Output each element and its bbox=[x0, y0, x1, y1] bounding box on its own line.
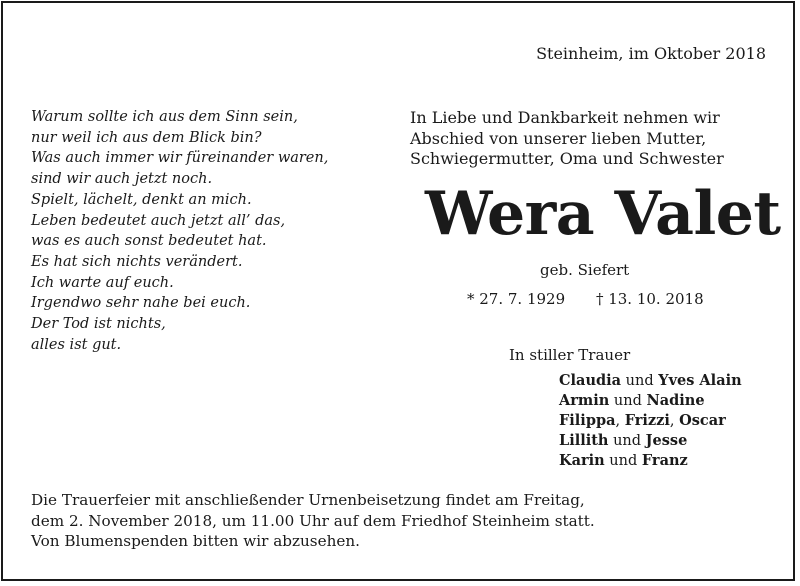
mourner-separator: und bbox=[621, 373, 659, 389]
birth-name: geb. Siefert bbox=[540, 261, 630, 279]
poem-line: Leben bedeutet auch jetzt all’ das, bbox=[31, 212, 286, 229]
funeral-announcement bbox=[31, 490, 595, 552]
mourner-row bbox=[559, 391, 742, 411]
mourner-name: Karin bbox=[559, 452, 605, 469]
mourner-name: Filippa bbox=[559, 412, 616, 429]
poem-line: Spielt, lächelt, denkt an mich. bbox=[31, 191, 252, 208]
mourner-name: Armin bbox=[559, 392, 610, 409]
intro-line: Abschied von unserer lieben Mutter, bbox=[410, 128, 707, 148]
poem-line: Irgendwo sehr nahe bei euch. bbox=[31, 295, 251, 312]
poem-line: alles ist gut. bbox=[31, 336, 122, 353]
poem bbox=[31, 107, 328, 355]
place-date: Steinheim, im Oktober 2018 bbox=[536, 44, 766, 63]
mourner-separator: und bbox=[608, 433, 646, 449]
poem-line: Ich warte auf euch. bbox=[31, 274, 174, 291]
announcement-line: dem 2. November 2018, um 11.00 Uhr auf dem Friedhof Steinheim statt. bbox=[31, 511, 595, 530]
mourners-list bbox=[559, 371, 742, 471]
poem-line: Was auch immer wir füreinander waren, bbox=[31, 150, 329, 167]
mourner-row bbox=[559, 451, 742, 471]
announcement-line: Von Blumenspenden bitten wir abzusehen. bbox=[31, 532, 360, 550]
poem-line: nur weil ich aus dem Blick bin? bbox=[31, 129, 262, 146]
announcement-line: Die Trauerfeier mit anschließender Urnenbeisetzung findet am Freitag, bbox=[31, 491, 585, 509]
intro-line: Schwiegermutter, Oma und Schwester bbox=[410, 149, 724, 168]
mourner-name: Yves Alain bbox=[658, 372, 742, 389]
mourner-name: Claudia bbox=[559, 372, 622, 389]
mourner-name: Jesse bbox=[645, 432, 688, 449]
mourner-name: Franz bbox=[641, 452, 688, 469]
mourner-separator: und bbox=[609, 393, 647, 409]
mourning-heading: In stiller Trauer bbox=[509, 346, 631, 364]
death-date: † 13. 10. 2018 bbox=[595, 290, 704, 308]
mourner-name: Oscar bbox=[679, 412, 726, 429]
intro-line: In Liebe und Dankbarkeit nehmen wir bbox=[410, 108, 720, 127]
birth-date: * 27. 7. 1929 bbox=[467, 290, 566, 308]
life-dates bbox=[467, 290, 704, 308]
mourner-separator: , bbox=[615, 413, 625, 429]
mourner-separator: und bbox=[604, 453, 642, 469]
deceased-name: Wera Valet bbox=[425, 179, 781, 249]
poem-line: sind wir auch jetzt noch. bbox=[31, 171, 213, 188]
mourner-separator: , bbox=[669, 413, 680, 429]
mourner-row bbox=[559, 431, 742, 451]
mourner-name: Nadine bbox=[646, 392, 705, 409]
mourner-name: Lillith bbox=[559, 432, 609, 449]
poem-line: Es hat sich nichts verändert. bbox=[31, 253, 243, 270]
intro-text bbox=[410, 108, 724, 170]
mourner-name: Frizzi bbox=[624, 412, 670, 429]
poem-line: Der Tod ist nichts, bbox=[31, 316, 166, 333]
poem-line: Warum sollte ich aus dem Sinn sein, bbox=[31, 109, 298, 125]
mourner-row bbox=[559, 371, 742, 391]
mourner-row bbox=[559, 411, 742, 431]
poem-line: was es auch sonst bedeutet hat. bbox=[31, 233, 267, 250]
